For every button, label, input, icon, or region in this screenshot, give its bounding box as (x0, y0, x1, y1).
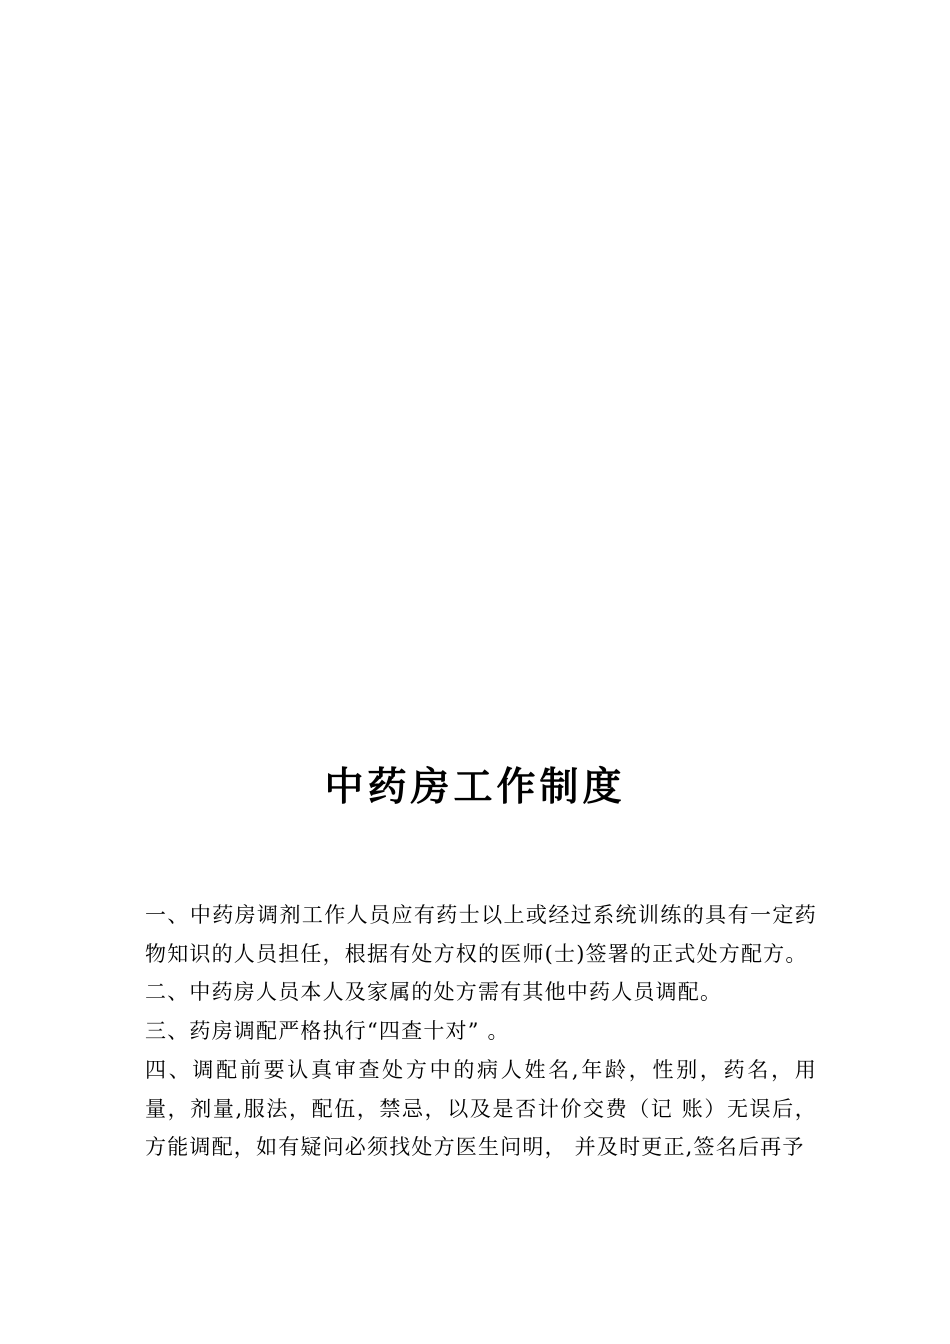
document-title: 中药房工作制度 (324, 765, 626, 810)
paragraph-4: 四、调配前要认真审查处方中的病人姓名,年龄，性别，药名，用量，剂量,服法，配伍，禁忌，以及是否计价交费（记 账）无误后，方能调配，如有疑问必须找处方医生问明， 并及时更正,签名后再予 (145, 1057, 817, 1160)
document-body (145, 896, 817, 1167)
paragraph-1: 一、中药房调剂工作人员应有药士以上或经过系统训练的具有一定药物知识的人员担任，根据有处方权的医师(士)签署的正式处方配方。 (145, 903, 817, 966)
paragraph-3: 三、药房调配严格执行“四查十对” 。 (145, 1019, 510, 1044)
paragraph-2: 二、中药房人员本人及家属的处方需有其他中药人员调配。 (145, 980, 723, 1005)
